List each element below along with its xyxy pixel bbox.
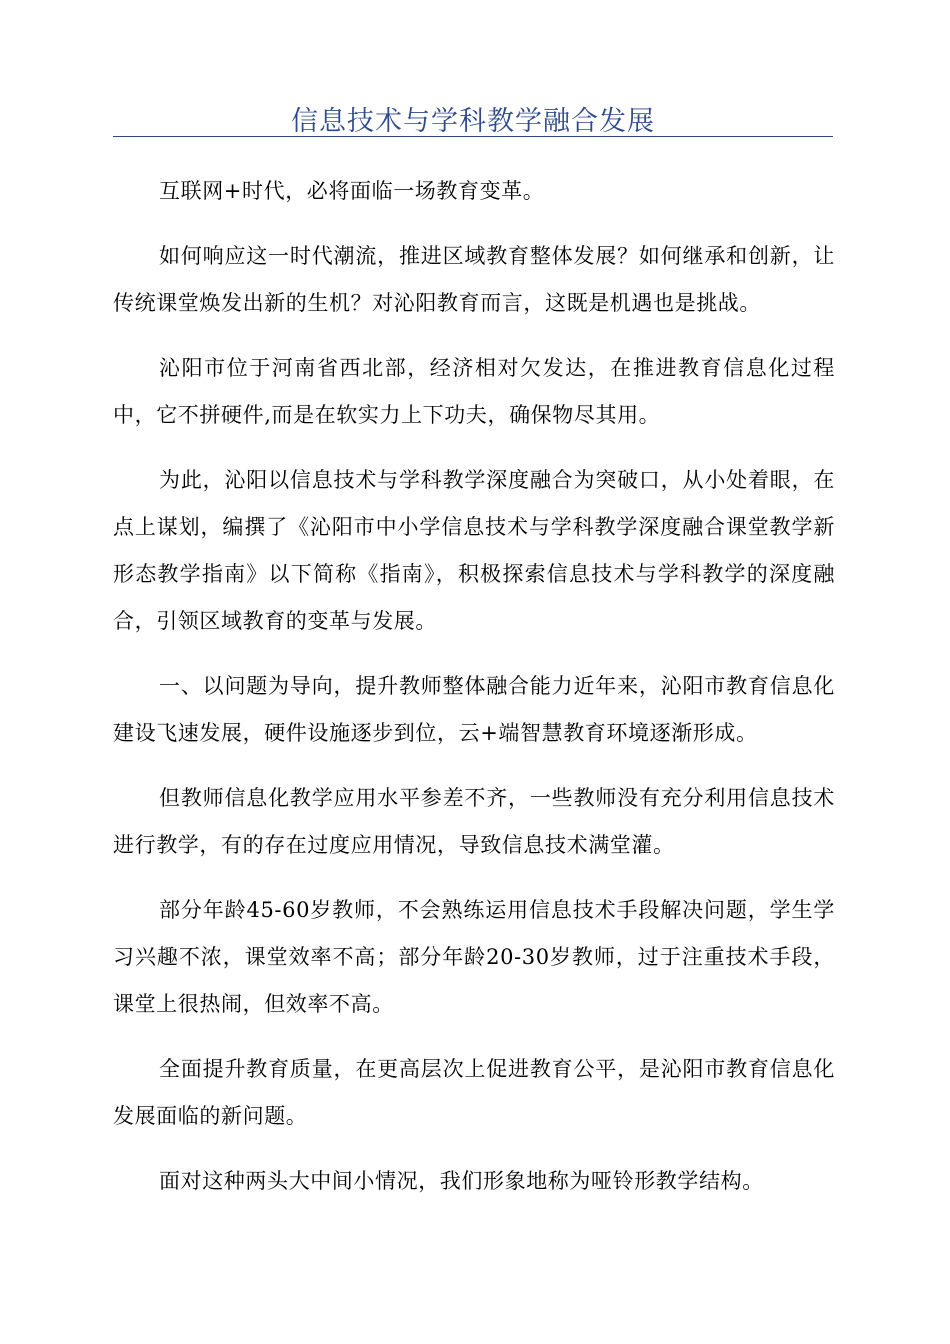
paragraph-6: 但教师信息化教学应用水平参差不齐，一些教师没有充分利用信息技术进行教学，有的存在过度应用情况，导致信息技术满堂灌。 (113, 786, 835, 857)
paragraph-4: 为此，沁阳以信息技术与学科教学深度融合为突破口，从小处着眼，在点上谋划，编撰了《沁阳市中小学信息技术与学科教学深度融合课堂教学新形态教学指南》以下简称《指南》，积极探索信息技术与学科教学的深度融合，引领区域教育的变革与发展。 (113, 468, 835, 633)
paragraph-3: 沁阳市位于河南省西北部，经济相对欠发达，在推进教育信息化过程中，它不拼硬件,而是在软实力上下功夫，确保物尽其用。 (113, 356, 835, 427)
document-body (113, 168, 835, 1223)
paragraph-8: 全面提升教育质量，在更高层次上促进教育公平，是沁阳市教育信息化发展面临的新问题。 (113, 1057, 835, 1128)
paragraph-7: 部分年龄45-60岁教师，不会熟练运用信息技术手段解决问题，学生学习兴趣不浓，课堂效率不高；部分年龄20-30岁教师，过于注重技术手段，课堂上很热闹，但效率不高。 (113, 898, 835, 1016)
paragraph-9: 面对这种两头大中间小情况，我们形象地称为哑铃形教学结构。 (159, 1169, 764, 1193)
paragraph-5: 一、以问题为导向，提升教师整体融合能力近年来，沁阳市教育信息化建设飞速发展，硬件设施逐步到位，云+端智慧教育环境逐渐形成。 (113, 674, 835, 745)
paragraph-2: 如何响应这一时代潮流，推进区域教育整体发展？如何继承和创新，让传统课堂焕发出新的生机？对沁阳教育而言，这既是机遇也是挑战。 (113, 244, 835, 315)
paragraph-1: 互联网+时代，必将面临一场教育变革。 (159, 179, 545, 203)
document-title: 信息技术与学科教学融合发展 (291, 106, 655, 137)
title-underline (113, 136, 833, 137)
